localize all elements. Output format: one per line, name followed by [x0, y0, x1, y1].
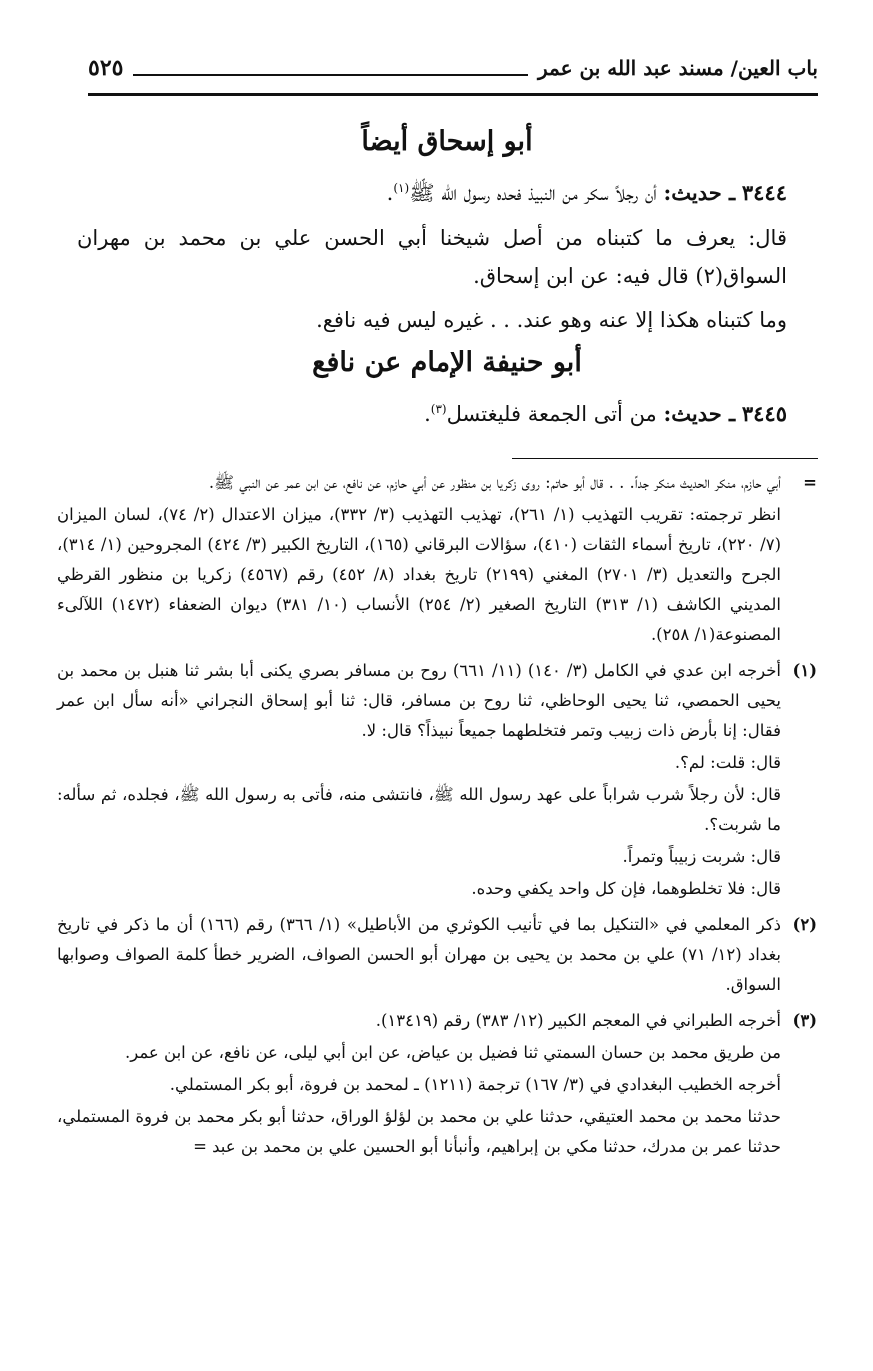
- running-title: باب العين/ مسند عبد الله بن عمر: [538, 56, 818, 80]
- header-dash-rule: [133, 74, 528, 76]
- footnote-2: [57, 910, 817, 1002]
- footnote-paragraph: حدثنا محمد بن محمد العتيقي، حدثنا علي بن محمد بن لؤلؤ الوراق، حدثنا أبو بكر محمد بن فروة المستملي، حدثنا عمر بن مدرك، حدثنا مكي بن إبراهيم، وأنبأنا أبو الحسين علي بن محمد بن عبد =: [57, 1107, 781, 1156]
- footnote-body: [57, 910, 781, 1002]
- footnote-paragraph: ذكر المعلمي في «التنكيل بما في تأنيب الكوثري من الأباطيل» (١/ ٣٦٦) رقم (١٦٦) أن ما ذكر في تاريخ بغداد (١٢/ ٧١) علي بن محمد بن يحيى بن مهران أبو الحسن الصواف، الضرير خطأ كلمة الصواف وصوابها السواق.: [57, 915, 781, 994]
- continuation-marker: =: [803, 473, 817, 492]
- footnote-marker: (١): [792, 661, 817, 680]
- hadith-label: ـ حديث:: [663, 180, 736, 205]
- footnote-separator: [512, 458, 818, 459]
- footnote-1: [57, 656, 817, 906]
- hadith-number: ٣٤٤٥: [741, 401, 787, 426]
- hadith-text: أن رجلاً سكر من النبيذ فحده رسول الله ﷺ: [409, 181, 657, 205]
- section-title: أبو إسحاق أيضاً: [361, 126, 533, 157]
- hadith-end: .: [386, 181, 394, 205]
- footnote-body: [57, 1006, 781, 1164]
- running-header: [88, 48, 818, 88]
- footnote-3: [57, 1006, 817, 1164]
- commentary-paragraph: قال: يعرف ما كتبناه من أصل شيخنا أبي الحسن علي بن محمد بن مهران السواق(٢) قال فيه: عن ابن إسحاق.: [77, 226, 787, 288]
- footnote-paragraph: قال: فلا تخلطوهما، فإن كل واحد يكفي وحده.: [471, 879, 781, 898]
- hadith-end: .: [424, 402, 431, 426]
- footnote-paragraph: قال: لأن رجلاً شرب شراباً على عهد رسول الله ﷺ، فانتشى منه، فأتى به رسول الله ﷺ، فجلده، ثم سأله: ما شربت؟.: [57, 785, 781, 834]
- footnotes: [57, 468, 817, 1168]
- main-text: [77, 122, 817, 434]
- section-title: أبو حنيفة الإمام عن نافع: [312, 347, 582, 378]
- footnote-body: [57, 468, 781, 652]
- hadith-number: ٣٤٤٤: [741, 180, 787, 205]
- footnote-paragraph: من طريق محمد بن حسان السمتي ثنا فضيل بن عياض، عن ابن أبي ليلى، عن نافع، عن ابن عمر.: [125, 1043, 781, 1062]
- footnote-paragraph: أخرجه ابن عدي في الكامل (٣/ ١٤٠) (١١/ ٦٦١) روح بن مسافر بصري يكنى أبا بشر ثنا هنبل بن محمد بن يحيى الحمصي، ثنا يحيى الوحاظي، ثنا روح بن مسافر، قال: ثنا أبو إسحاق النجراني «أنه سأل ابن عمر فقال: إنا بأرض ذات زبيب وتمر فتخلطهما جميعاً نبيذاً؟ قال: لا.: [57, 661, 781, 740]
- footnote-paragraph: قال: قلت: لم؟.: [674, 753, 781, 772]
- footnote-marker: (٣): [792, 1011, 817, 1030]
- footnote-continuation: [57, 468, 817, 652]
- header-rule: [88, 93, 818, 96]
- footnote-paragraph: أخرجه الطبراني في المعجم الكبير (١٢/ ٣٨٣) رقم (١٣٤١٩).: [375, 1011, 781, 1030]
- hadith-entry: [77, 389, 817, 434]
- hadith-entry: [77, 168, 817, 213]
- footnote-paragraph: أبي حازم، منكر الحديث منكر جداً. . . قال أبو حاتم: روى زكريا بن منظور عن أبي حازم، عن نافع، عن ابن عمر عن النبي ﷺ.: [208, 473, 781, 492]
- hadith-label: ـ حديث:: [663, 401, 736, 426]
- footnote-paragraph: أخرجه الخطيب البغدادي في (٣/ ١٦٧) ترجمة (١٢١١) ـ لمحمد بن فروة، أبو بكر المستملي.: [169, 1075, 781, 1094]
- footnote-marker: (٢): [792, 915, 817, 934]
- page-number: ٥٢٥: [88, 55, 124, 81]
- footnote-ref: (١): [393, 181, 410, 195]
- footnote-paragraph: انظر ترجمته: تقريب التهذيب (١/ ٢٦١)، تهذيب التهذيب (٣/ ٣٣٢)، ميزان الاعتدال (٢/ ٧٤)، لسان الميزان (٧/ ٢٢٠)، تاريخ أسماء الثقات (٤١٠)، سؤالات البرقاني (١٦٥)، التاريخ الكبير (٣/ ٤٢٤) المجروحين (١/ ٣١٤)، الجرح والتعديل (٣/ ٢٧٠١) المغني (٢١٩٩) تاريخ بغداد (٨/ ٤٥٢) رقم (٤٥٦٧) زكريا بن منظور القرظي المديني الكاشف (١/ ٣١٣) التاريخ الصغير (٢/ ٢٥٤) الأنساب (١٠/ ٣٨١) ديوان الضعفاء (١٤٧٢) اللآلىء المصنوعة(١/ ٢٥٨).: [57, 505, 782, 644]
- commentary-paragraph: وما كتبناه هكذا إلا عنه وهو عند. . . غيره ليس فيه نافع.: [316, 308, 787, 332]
- hadith-text: من أتى الجمعة فليغتسل: [446, 402, 657, 426]
- footnote-paragraph: قال: شربت زبيباً وتمراً.: [622, 847, 781, 866]
- footnote-body: [57, 656, 781, 906]
- footnote-ref: (٣): [430, 402, 447, 416]
